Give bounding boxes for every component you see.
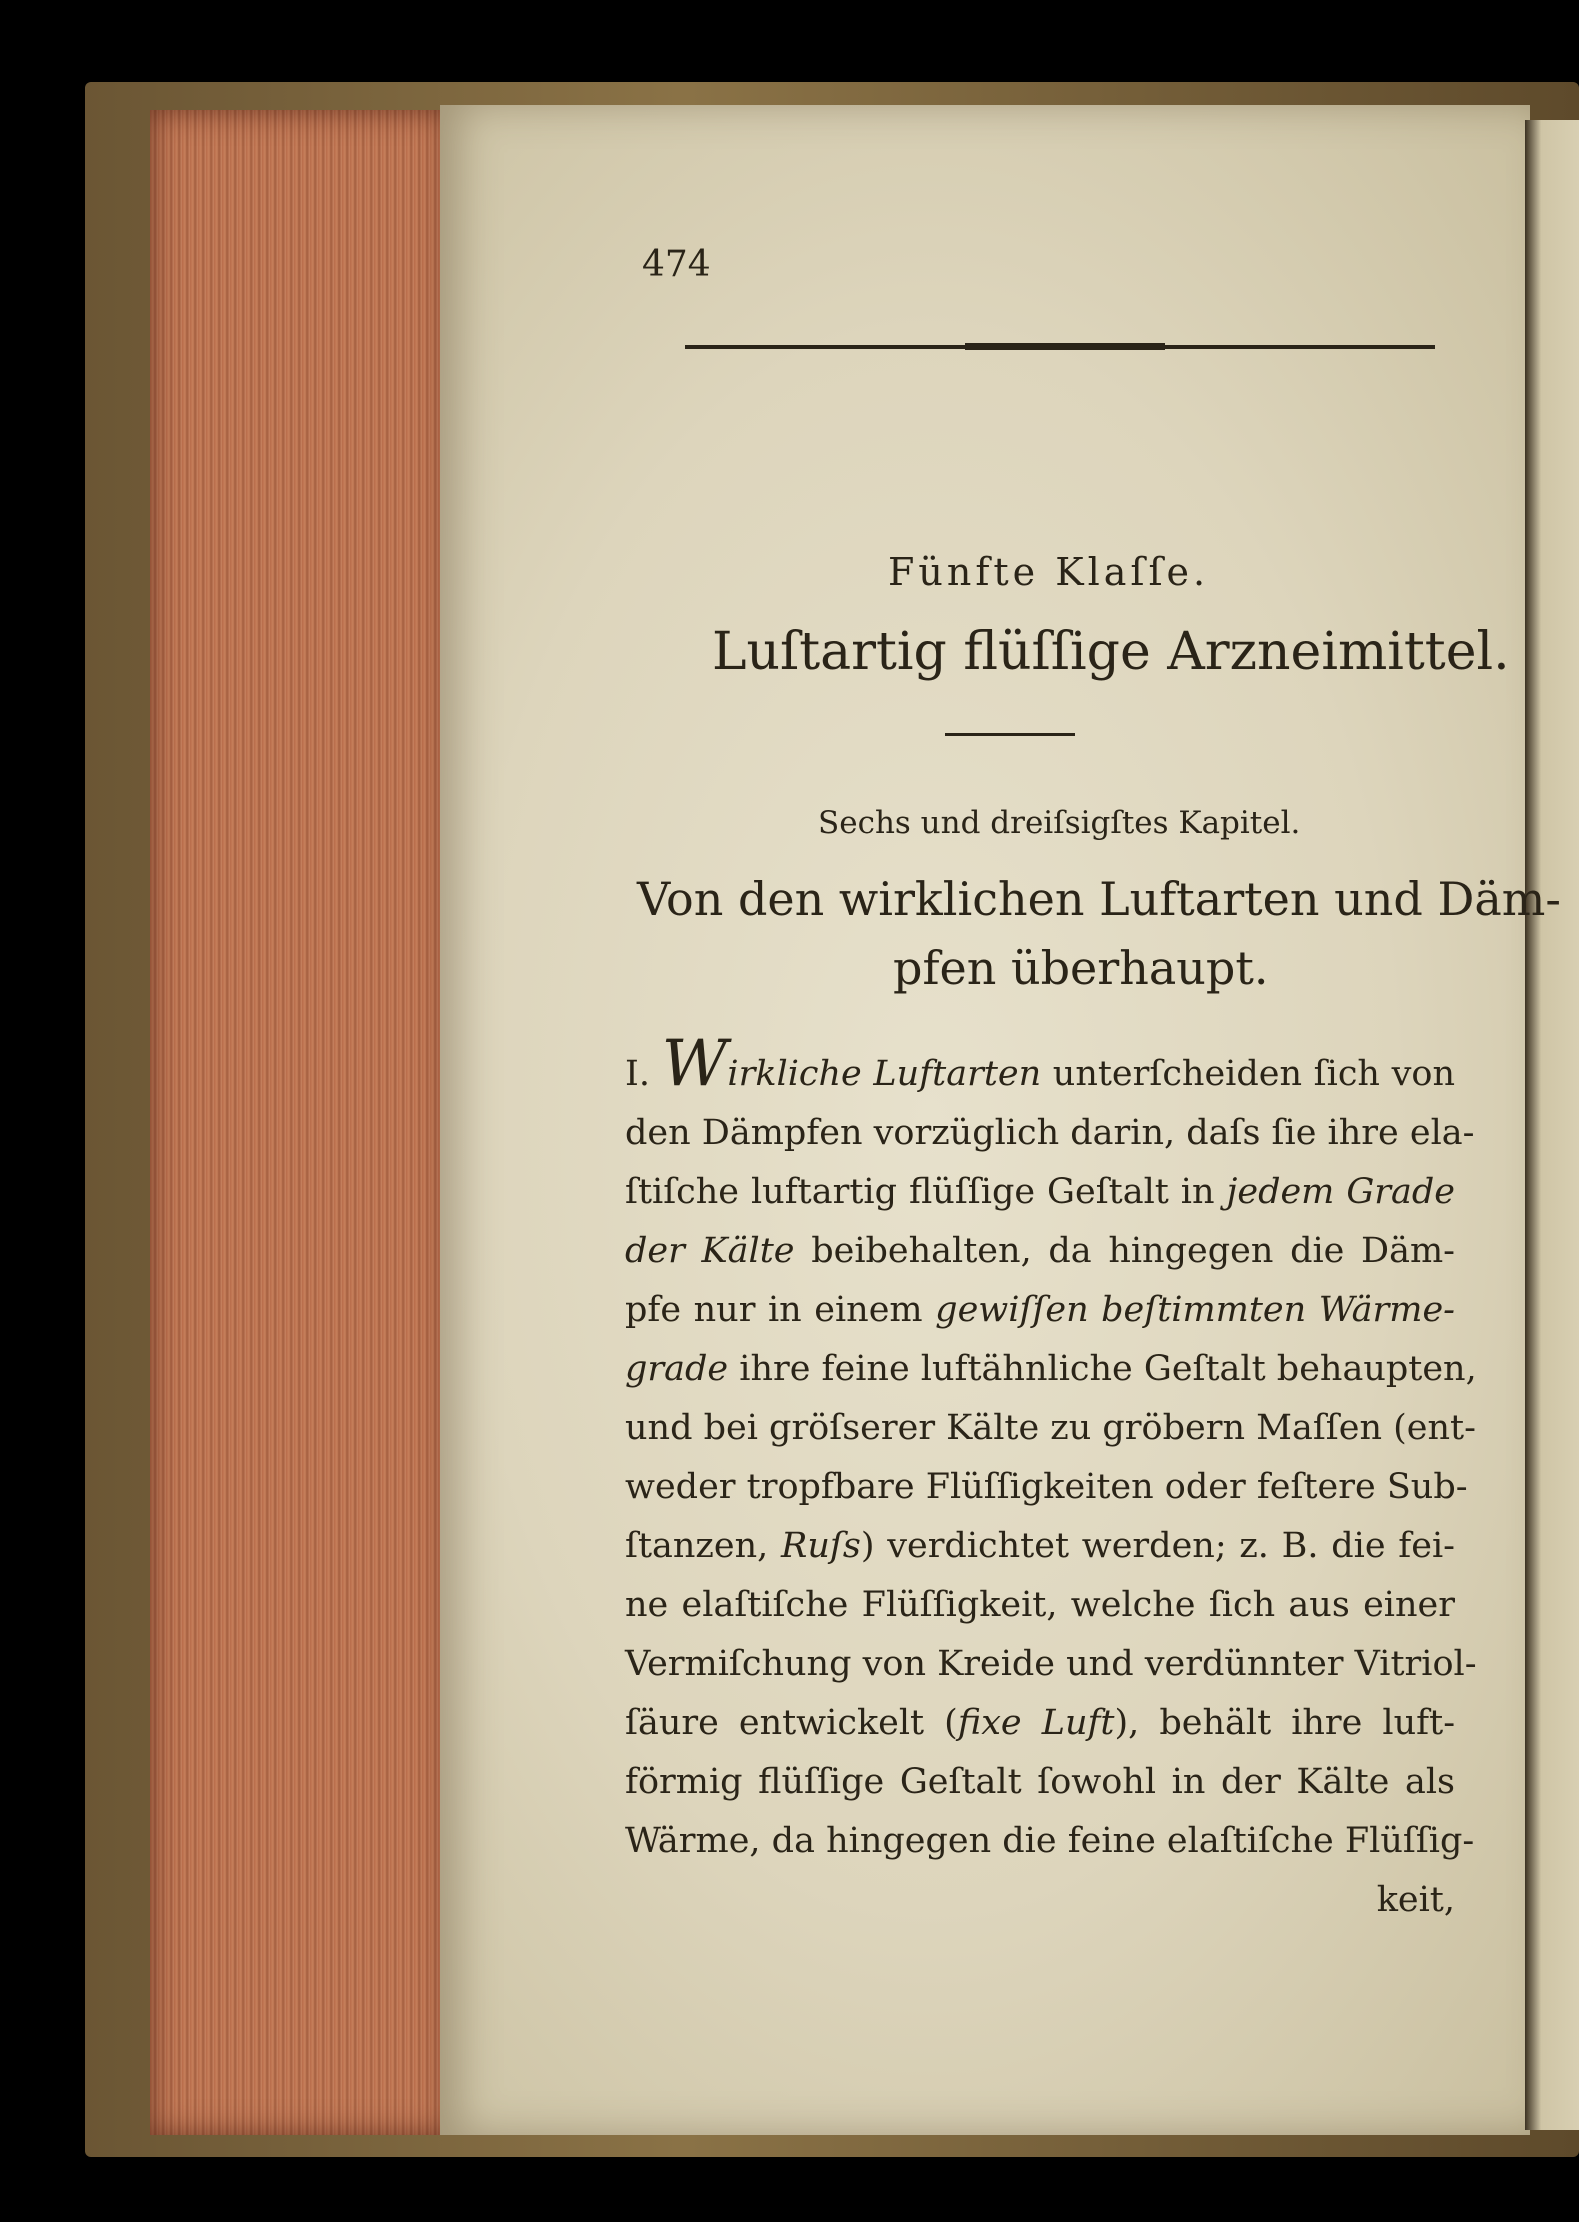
chapter-number: Sechs und dreiſsigſtes Kapitel. xyxy=(818,805,1301,841)
text-line: I. Wirkliche Luftarten unterſcheiden ſich von xyxy=(625,1027,1456,1101)
header-rule xyxy=(685,345,1435,349)
chapter-title-line-2: pfen überhaupt. xyxy=(893,941,1269,995)
text-line: Wärme, da hingegen die feine elaſtiſche Flüſſig- xyxy=(625,1821,1475,1861)
text-line: und bei gröſserer Kälte zu gröbern Maſſen (ent- xyxy=(625,1408,1476,1448)
text-line: den Dämpfen vorzüglich darin, daſs ſie ihre ela- xyxy=(625,1113,1475,1153)
text-line: ſtanzen, Ruſs) verdichtet werden; z. B. die fei- xyxy=(625,1526,1455,1566)
facing-page-edge xyxy=(1525,120,1579,2130)
page-edges xyxy=(150,110,450,2135)
section-divider xyxy=(945,733,1075,736)
catchword: keit, xyxy=(1376,1880,1455,1920)
text-line: pfe nur in einem gewiſſen beſtimmten Wärme- xyxy=(625,1290,1455,1330)
body-paragraph xyxy=(625,1027,1477,1930)
chapter-title-line-1: Von den wirklichen Luftarten und Däm- xyxy=(637,872,1561,926)
text-line: Vermiſchung von Kreide und verdünnter Vitriol- xyxy=(625,1644,1477,1684)
class-heading: Fünfte Klaſſe. xyxy=(888,550,1210,594)
text-line: der Kälte beibehalten, da hingegen die Däm- xyxy=(625,1231,1456,1271)
text-line: grade ihre feine luftähnliche Geſtalt behaupten, xyxy=(625,1349,1477,1389)
class-title: Luſtartig flüſſige Arzneimittel. xyxy=(712,622,1510,682)
text-line: ſäure entwickelt (fixe Luft), behält ihre luft- xyxy=(625,1703,1456,1743)
text-line: ſtiſche luftartig flüſſige Geſtalt in jedem Grade xyxy=(625,1172,1456,1212)
text-line: förmig flüſſige Geſtalt ſowohl in der Kälte als xyxy=(625,1762,1455,1802)
text-line: ne elaſtiſche Flüſſigkeit, welche ſich aus einer xyxy=(625,1585,1455,1625)
text-line: weder tropfbare Flüſſigkeiten oder feſtere Sub- xyxy=(625,1467,1468,1507)
page-number: 474 xyxy=(642,244,711,285)
